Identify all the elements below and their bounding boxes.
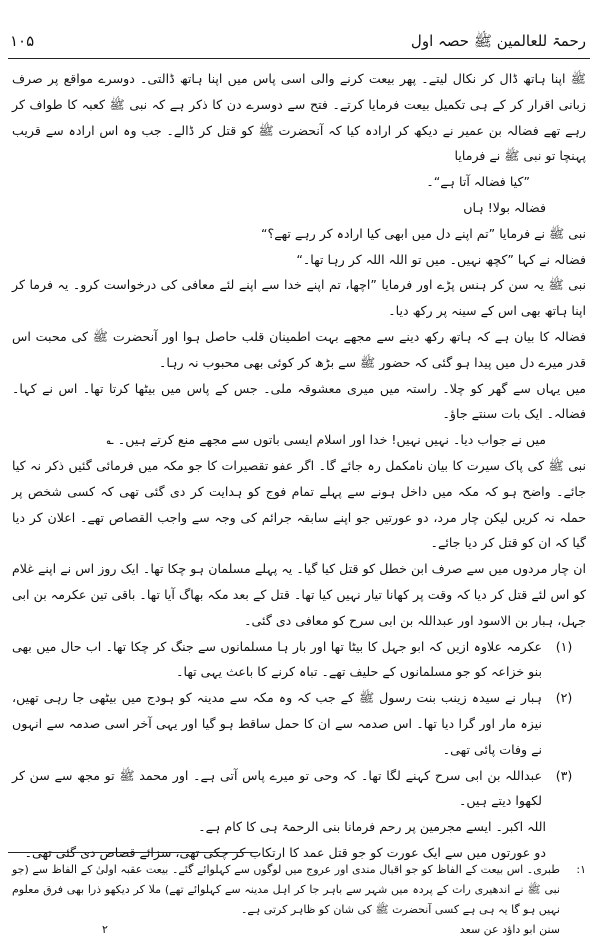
paragraph-four-men: ان چار مردوں میں سے صرف ابن خطل کو قتل کیا گیا۔ یہ پہلے مسلمان ہو چکا تھا۔ ایک روز اس نے اپنے غلام کو اس لئے قتل کر دیا کہ وقت پر کھانا تیار نہیں کیا تھا۔ قتل کے بعد مکہ بھاگ آیا تھا۔ باقی تین عکرمہ بن ابی جہل، ہبار بن الاسود اور عبداللہ بن ابی سرح کو معافی دی گئی۔ xyxy=(12,561,586,628)
header-rule xyxy=(8,58,590,59)
list-item xyxy=(12,763,586,815)
dialogue-line: نبی ﷺ یہ سن کر ہنس پڑے اور فرمایا ”اچھا، تم اپنے خدا سے اپنے لئے معافی کی درخواست کرو۔ یہ فرما کر اپنا ہاتھ بھی اس کے سینہ پر رکھ دیا۔ xyxy=(12,277,586,319)
list-item-number: (۳) xyxy=(555,767,573,783)
footnote-source: سنن ابو داؤد عن سعد xyxy=(459,923,560,936)
list-item-text: عکرمہ علاوہ ازیں کہ ابو جہل کا بیٹا تھا اور بار ہا مسلمانوں سے جنگ کر چکا تھا۔ اب حال میں بھی بنو خزاعہ کو جو مسلمانوں کے حلیف تھے۔ تباہ کرنے کا باعث یہی تھا۔ xyxy=(12,638,542,680)
footnote-entry xyxy=(12,860,586,920)
footnote-source-line xyxy=(12,920,586,940)
footnote-number: ۱: xyxy=(576,863,586,876)
page-header xyxy=(10,32,586,56)
dialogue-line: فضالہ نے کہا ”کچھ نہیں۔ میں تو اللہ اللہ کر رہا تھا۔“ xyxy=(296,251,586,267)
footnote-text: طبری۔ اس بیعت کے الفاظ کو جو اقبال مندی اور عروج میں لوگوں سے کہلوائے گئے۔ بیعت عقبہ اولیٰ کے الفاظ سے (جو نبی ﷺ نے اندھیری رات کے پردہ میں شہر سے باہر جا کر اہل مدینہ سے کہلوائے تھے) ملا کر دیکھو ذرا بھی فرق معلوم نہیں ہو گا یہ ہی ہے کسی آنحضرت ﷺ کی شان کو ظاہر کرتی ہے۔ xyxy=(12,863,560,916)
paragraph-reply: میں نے جواب دیا۔ نہیں نہیں! خدا اور اسلام ایسی باتوں سے مجھے منع کرتے ہیں۔ ؎ xyxy=(106,432,546,448)
list-item-text: عبداللہ بن ابی سرح کہنے لگا تھا۔ کہ وحی تو میرے پاس آتی ہے۔ اور محمد ﷺ تو مجھ سے سن کر لکھوا دیتے ہیں۔ xyxy=(12,767,542,809)
page-number: ۱۰۵ xyxy=(10,32,35,50)
dialogue-line: فضالہ بولا! ہاں xyxy=(463,199,546,215)
running-head: رحمۃ للعالمین ﷺ حصہ اول xyxy=(410,32,586,50)
list-item-number: (۲) xyxy=(555,690,573,706)
list-item-text: ہبار نے سیدہ زینب بنت رسول ﷺ کے جب کہ وہ مکہ سے مدینہ کو ہودج میں بیٹھی جا رہی تھیں، نیزہ مار اور گرا دیا تھا۔ اس صدمہ سے ان کا حمل ساقط ہو گیا اور یہی آخر اسی صدمہ سے انہوں نے وفات پائی تھی۔ xyxy=(12,690,542,757)
list-item-number: (۱) xyxy=(555,638,573,654)
footnote-marker: ۲ xyxy=(102,923,108,936)
quote-fazala-coming: ”کیا فضالہ آتا ہے“۔ xyxy=(426,174,530,190)
list-item xyxy=(12,685,586,762)
paragraph-two-women: دو عورتوں میں سے ایک عورت کو جو قتل عمد کا ارتکاب کر چکی تھی، سزائے قصاص دی گئی تھی۔ xyxy=(24,844,546,860)
paragraph-pardon: نبی ﷺ کی پاک سیرت کا بیان نامکمل رہ جائے گا۔ اگر عفو تقصیرات کا جو مکہ میں فرمائی گئیں ذکر نہ کیا جائے۔ واضح ہو کہ مکہ میں داخل ہونے سے پہلے تمام فوج کو ہدایت کر دی گئی تھی کہ کسی شخص پر حملہ نہ کریں لیکن چار مرد، دو عورتیں جو اپنے سابقہ جرائم کی وجہ سے واجب القصاص تھے۔ اعلان کر دیا گیا کہ ان کو قتل کر دیا جائے۔ xyxy=(12,457,586,551)
paragraph-beloved: میں یہاں سے گھر کو چلا۔ راستہ میں میری معشوقہ ملی۔ جس کے پاس میں بیٹھا کرتا تھا۔ اس نے کہا۔ فضالہ۔ ایک بات سنتے جاؤ۔ xyxy=(12,380,586,422)
paragraph-fazala-account: فضالہ کا بیان ہے کہ ہاتھ رکھ دینے سے مجھے بہت اطمینان قلب حاصل ہوا اور آنحضرت ﷺ کی محبت اس قدر میرے دل میں پیدا ہو گئی کہ حضور ﷺ سے بڑھ کر کوئی بھی محبوب نہ رہا۔ xyxy=(12,328,586,370)
paragraph-allahu-akbar: اللہ اکبر۔ ایسے مجرمین پر رحم فرمانا بنی الرحمۃ ہی کا کام ہے۔ xyxy=(198,819,546,835)
list-item xyxy=(12,634,586,686)
dialogue-line: نبی ﷺ نے فرمایا ”تم اپنے دل میں ابھی کیا ارادہ کر رہے تھے؟“ xyxy=(260,225,586,241)
footnote-rule xyxy=(8,852,258,853)
footnote xyxy=(12,860,586,940)
paragraph-bayat: ﷺ اپنا ہاتھ ڈال کر نکال لیتے۔ پھر بیعت کرنے والی اسی پاس میں اپنا ہاتھ ڈالتی۔ دوسرے مواقع پر صرف زبانی اقرار کر کے ہی تکمیل بیعت فرمایا کرتے۔ فتح سے دوسرے دن کا ذکر ہے کہ نبی ﷺ کعبہ کا طواف کر رہے تھے فضالہ بن عمیر نے دیکھ کر ارادہ کیا کہ آنحضرت ﷺ کو قتل کر ڈالے۔ جب وہ اس ارادہ سے قریب پہنچا تو نبی ﷺ نے فرمایا xyxy=(12,71,586,164)
body-text xyxy=(12,66,586,866)
